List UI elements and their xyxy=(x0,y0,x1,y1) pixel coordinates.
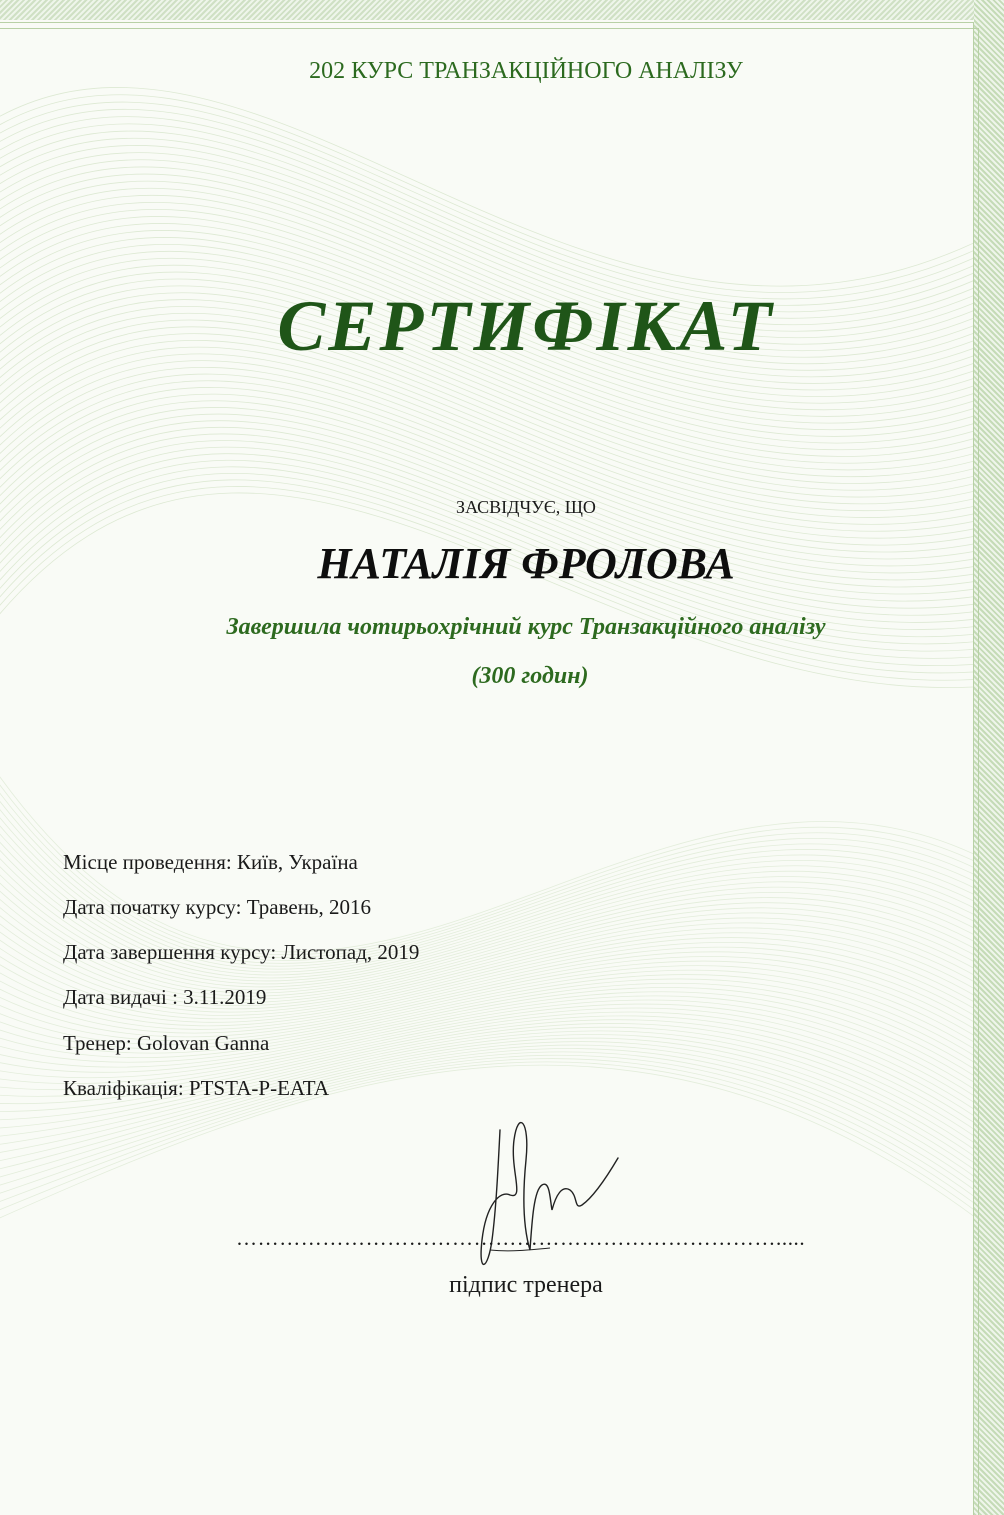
border-top xyxy=(0,0,1004,20)
course-title: 202 КУРС ТРАНЗАКЦІЙНОГО АНАЛІЗУ xyxy=(309,58,743,84)
signature-caption: підпис тренера xyxy=(449,1272,603,1298)
detail-qualification: Кваліфікація: PTSTA-P-EATA xyxy=(63,1076,330,1100)
detail-venue: Місце проведення: Київ, Україна xyxy=(63,850,358,874)
detail-end-date: Дата завершення курсу: Листопад, 2019 xyxy=(63,940,420,964)
certifies-label: ЗАСВІДЧУЄ, ЩО xyxy=(456,497,596,517)
signature-line: …………………………………………………………………..... xyxy=(236,1226,806,1250)
detail-issue-date: Дата видачі : 3.11.2019 xyxy=(63,985,267,1009)
border-line xyxy=(0,22,974,23)
recipient-name: НАТАЛІЯ ФРОЛОВА xyxy=(317,539,735,588)
trainer-signature xyxy=(470,1100,630,1280)
detail-trainer: Тренер: Golovan Ganna xyxy=(63,1031,270,1055)
certificate-title: СЕРТИФІКАТ xyxy=(277,286,775,366)
hours-text: (300 годин) xyxy=(471,663,589,689)
border-line xyxy=(0,28,979,29)
completion-text: Завершила чотирьохрічний курс Транзакційного аналізу xyxy=(226,614,826,640)
detail-start-date: Дата початку курсу: Травень, 2016 xyxy=(63,895,372,919)
